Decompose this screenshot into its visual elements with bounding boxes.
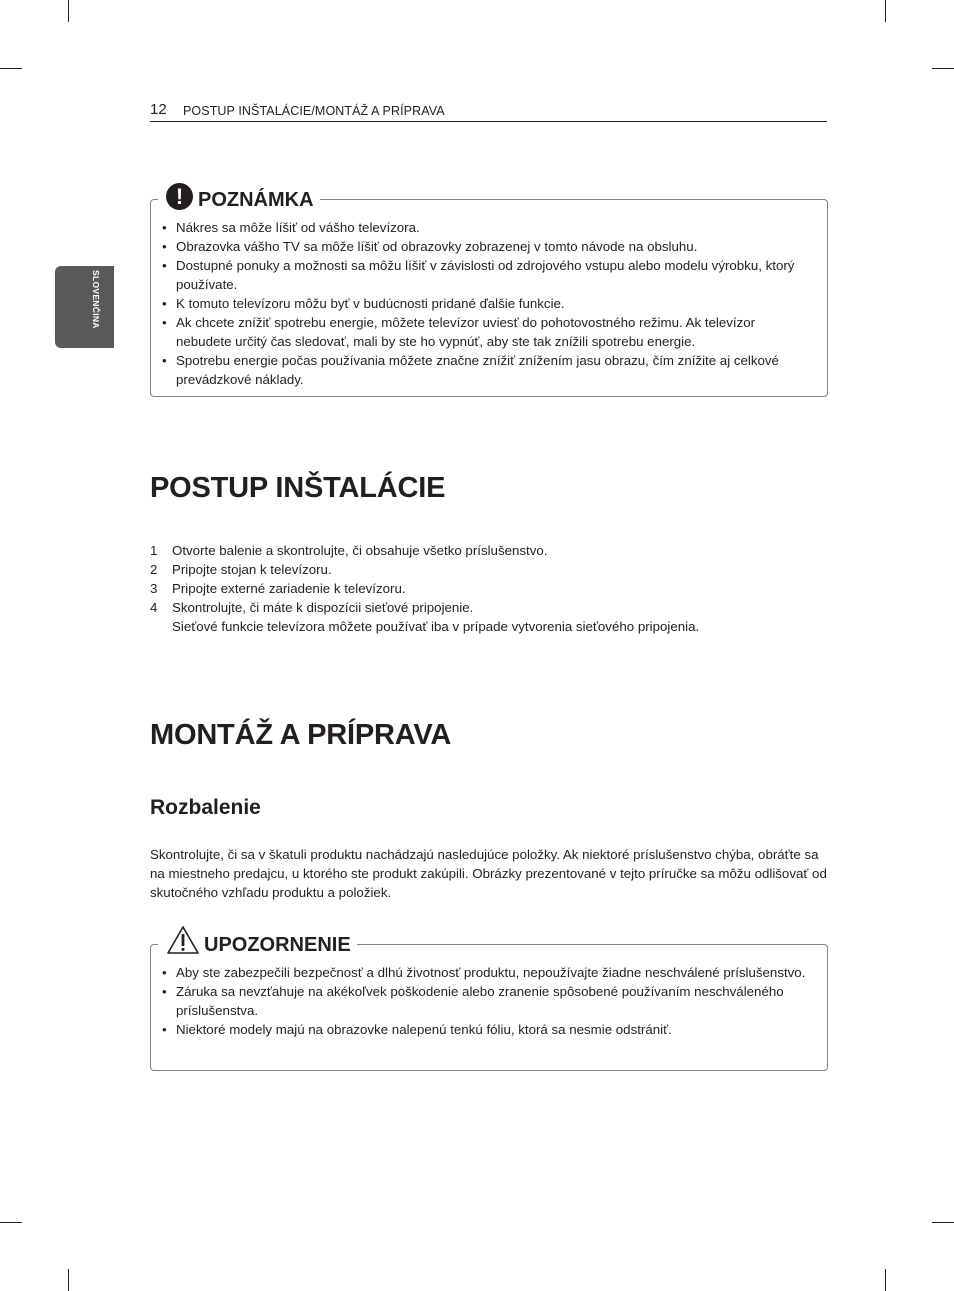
step-number: 2 bbox=[150, 562, 158, 577]
language-side-tab bbox=[55, 266, 114, 348]
step-item bbox=[150, 560, 827, 579]
note-title: POZNÁMKA bbox=[198, 189, 314, 211]
crop-mark bbox=[0, 68, 22, 69]
caution-title: UPOZORNENIE bbox=[204, 934, 351, 956]
list-item: • Obrazovka vášho TV sa môže líšiť od obrazovky zobrazenej v tomto návode na obsluhu. bbox=[162, 237, 812, 256]
crop-mark bbox=[885, 1269, 886, 1291]
crop-mark bbox=[68, 0, 69, 22]
crop-mark bbox=[932, 1222, 954, 1223]
page-number: 12 bbox=[150, 101, 167, 118]
crop-mark bbox=[885, 0, 886, 22]
language-label: SLOVENČINA bbox=[91, 270, 101, 329]
list-item: • Záruka sa nevzťahuje na akékoľvek poškodenie alebo zranenie spôsobené používaním neschváleného príslušenstva. bbox=[162, 982, 812, 1020]
note-header bbox=[158, 177, 320, 210]
list-item: • Dostupné ponuky a možnosti sa môžu líšiť v závislosti od zdrojového vstupu alebo modelu výrobku, ktorý používate. bbox=[162, 256, 812, 294]
list-item: • Ak chcete znížiť spotrebu energie, môžete televízor uviesť do pohotovostného režimu. Ak televízor nebudete určitý čas sledovať, mali by ste ho vypnúť, aby ste tak znížili spotrebu energie. bbox=[162, 313, 812, 351]
step-text: Pripojte stojan k televízoru. bbox=[172, 562, 332, 577]
unpacking-subheading: Rozbalenie bbox=[150, 796, 261, 819]
installation-steps bbox=[150, 541, 827, 636]
crop-mark bbox=[932, 68, 954, 69]
step-number: 4 bbox=[150, 600, 158, 615]
step-number: 1 bbox=[150, 543, 158, 558]
step-item bbox=[150, 598, 827, 636]
assembly-heading: MONTÁŽ A PRÍPRAVA bbox=[150, 719, 452, 751]
unpacking-intro: Skontrolujte, či sa v škatuli produktu nachádzajú nasledujúce položky. Ak niektoré príslušenstvo chýba, obráťte sa na miestneho predajcu, u ktorého ste produkt zakúpili. Obrázky prezentované v tejto príručke sa môžu odlišovať od skutočného vzhľadu produktu a položiek. bbox=[150, 847, 827, 900]
list-item: • Nákres sa môže líšiť od vášho televízora. bbox=[162, 218, 812, 237]
step-subtext: Sieťové funkcie televízora môžete používať iba v prípade vytvorenia sieťového pripojenia. bbox=[172, 619, 700, 634]
running-title: POSTUP INŠTALÁCIE/MONTÁŽ A PRÍPRAVA bbox=[183, 104, 445, 118]
step-number: 3 bbox=[150, 581, 158, 596]
list-item: • K tomuto televízoru môžu byť v budúcnosti pridané ďalšie funkcie. bbox=[162, 294, 812, 313]
exclamation-icon: ! bbox=[166, 183, 193, 210]
step-text: Pripojte externé zariadenie k televízoru. bbox=[172, 581, 406, 596]
caution-header bbox=[158, 921, 357, 955]
installation-heading: POSTUP INŠTALÁCIE bbox=[150, 472, 446, 504]
crop-mark bbox=[68, 1269, 69, 1291]
note-list bbox=[162, 218, 812, 389]
list-item: • Niektoré modely majú na obrazovke nalepenú tenkú fóliu, ktorá sa nesmie odstrániť. bbox=[162, 1020, 812, 1039]
caution-list bbox=[162, 963, 812, 1039]
page-header bbox=[150, 101, 827, 122]
list-item: • Spotrebu energie počas používania môžete značne znížiť znížením jasu obrazu, čím znížite aj celkové prevádzkové náklady. bbox=[162, 351, 812, 389]
crop-mark bbox=[0, 1222, 22, 1223]
warning-triangle-icon bbox=[166, 925, 200, 955]
step-item bbox=[150, 579, 827, 598]
list-item: • Aby ste zabezpečili bezpečnosť a dlhú životnosť produktu, nepoužívajte žiadne neschválené príslušenstvo. bbox=[162, 963, 812, 982]
step-text: Skontrolujte, či máte k dispozícii sieťové pripojenie. bbox=[172, 600, 474, 615]
step-text: Otvorte balenie a skontrolujte, či obsahuje všetko príslušenstvo. bbox=[172, 543, 548, 558]
step-item bbox=[150, 541, 827, 560]
